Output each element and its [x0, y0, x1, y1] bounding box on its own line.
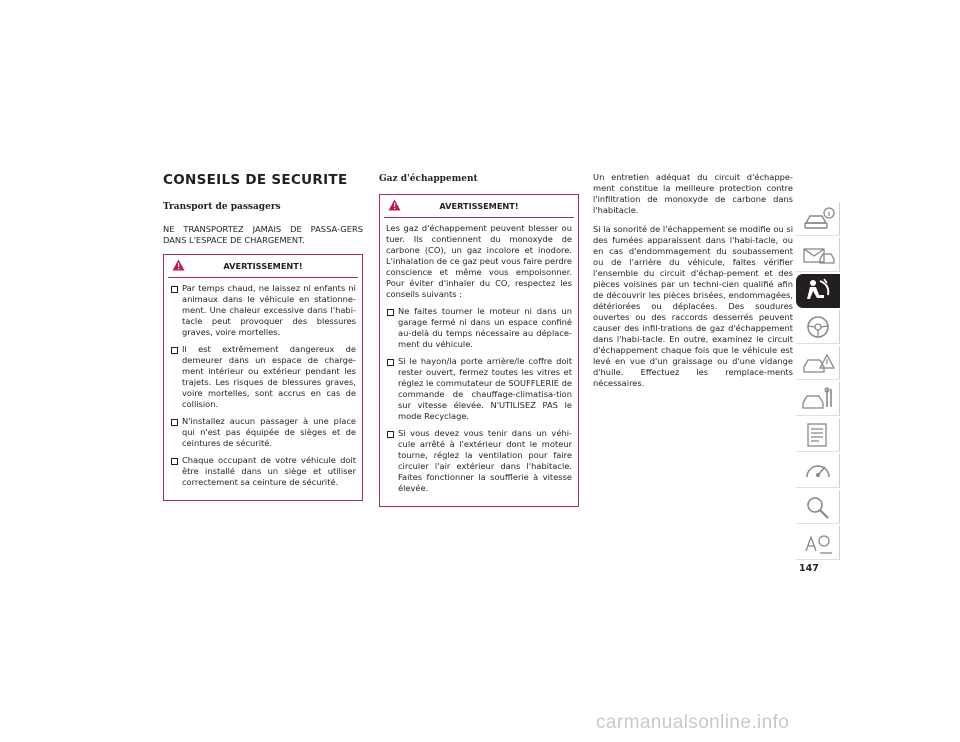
warning-intro: Les gaz d'échappement peuvent blesser ou tuer. Ils contiennent du monoxyde de carbone (CO), un gaz incolore et inodore. L'inhalation de ce gaz peut vous faire perdre conscience et même vous empoisonner. Pour éviter d'inhaler du CO, respectez les conseils suivants :: [386, 223, 572, 299]
bullet-square-icon: [387, 359, 394, 366]
tab-car-envelope[interactable]: [796, 238, 840, 272]
list-item: Chaque occupant de votre véhicule doit être installé dans un siège et utiliser correctement sa ceinture de sécurité.: [170, 455, 356, 488]
tab-steering-wheel[interactable]: [796, 310, 840, 344]
tab-gauge[interactable]: [796, 454, 840, 488]
middle-column: [379, 172, 579, 507]
list-item: Il est extrêmement dangereux de demeurer dans un espace de charge-ment intérieur ou extérieur pendant les trajets. Les risques de blessures graves, voire mortelles, sont accrus en cas de collision.: [170, 344, 356, 410]
warning-title: AVERTISSEMENT!: [439, 201, 519, 211]
warning-header: [168, 255, 358, 278]
language-icon: [800, 529, 836, 557]
warning-list: [170, 283, 356, 488]
car-warning-icon: [800, 349, 836, 377]
bullet-square-icon: [387, 431, 394, 438]
page-number: 147: [799, 563, 819, 574]
car-envelope-icon: [800, 241, 836, 269]
tab-checklist[interactable]: [796, 418, 840, 452]
list-item: Si le hayon/la porte arrière/le coffre doit rester ouvert, fermez toutes les vitres et réglez le commutateur de SOUFFLERIE de commande de chauffage-climatisa-tion sur vitesse élevée. N'UTILISEZ PAS le mode Recyclage.: [386, 356, 572, 422]
tab-search[interactable]: [796, 490, 840, 524]
right-column: [593, 172, 793, 397]
warning-title: AVERTISSEMENT!: [223, 261, 303, 271]
bullet-square-icon: [171, 419, 178, 426]
warning-box-passengers: [163, 254, 363, 501]
tab-airbag-seat[interactable]: [796, 274, 840, 308]
bullet-square-icon: [171, 458, 178, 465]
warning-list: [386, 306, 572, 494]
paragraph: Un entretien adéquat du circuit d'échappe-ment constitue la meilleure protection contre l'infiltration de monoxyde de carbone dans l'habitacle.: [593, 172, 793, 215]
chapter-tabs: [796, 202, 840, 562]
car-tools-icon: [800, 385, 836, 413]
list-item: Par temps chaud, ne laissez ni enfants ni animaux dans le véhicule en stationne-ment. Une chaleur excessive dans l'habi-tacle peut provoquer des blessures graves, voire mortelles.: [170, 283, 356, 338]
list-item: Si vous devez vous tenir dans un véhi-cule arrêté à l'extérieur dont le moteur tourne, réglez la ventilation pour faire circuler l'air extérieur dans l'habitacle. Faites fonctionner la soufflerie à vitesse élevée.: [386, 428, 572, 494]
section-title: CONSEILS DE SECURITE: [163, 172, 348, 188]
tab-car-info[interactable]: [796, 202, 840, 236]
bullet-square-icon: [171, 286, 178, 293]
gauge-icon: [800, 457, 836, 485]
bullet-square-icon: [387, 309, 394, 316]
list-item: Ne faites tourner le moteur ni dans un garage fermé ni dans un espace confiné au-delà du temps nécessaire au déplace-ment du véhicule.: [386, 306, 572, 350]
subtitle-passengers: Transport de passagers: [163, 202, 281, 212]
intro-text: NE TRANSPORTEZ JAMAIS DE PASSA-GERS DANS L'ESPACE DE CHARGEMENT.: [163, 224, 363, 245]
subtitle-exhaust: Gaz d'échappement: [379, 174, 478, 184]
tab-car-warning[interactable]: [796, 346, 840, 380]
steering-wheel-icon: [800, 313, 836, 341]
paragraph: Si la sonorité de l'échappement se modifie ou si des fumées apparaissent dans l'habi-tacle, ou en cas d'endommagement du soubassement ou de l'arrière du véhicule, faites vérifier l'ensemble du circuit d'échap-pement et des pièces voisines par un techni-cien qualifié afin de découvrir les pièces brisées, endommagées, détériorées ou déplacées. Des soudures ouvertes ou des raccords desserrés peuvent causer des infil-trations de gaz d'échappement dans l'habi-tacle. En outre, examinez le circuit d'échappement chaque fois que le véhicule est levé en vue d'un graissage ou d'une vidange d'huile. Effectuez les remplace-ments nécessaires.: [593, 224, 793, 388]
list-item: N'installez aucun passager à une place qui n'est pas équipée de sièges et de ceintures de sécurité.: [170, 416, 356, 449]
tab-language[interactable]: [796, 526, 840, 560]
left-column: [163, 172, 363, 501]
bullet-square-icon: [171, 347, 178, 354]
tab-car-tools[interactable]: [796, 382, 840, 416]
warning-header: [384, 195, 574, 218]
checklist-icon: [800, 421, 836, 449]
car-info-icon: [800, 205, 836, 233]
search-icon: [800, 493, 836, 521]
watermark: carmanualsonline.info: [596, 712, 790, 733]
airbag-seat-icon: [800, 277, 836, 305]
warning-box-exhaust: [379, 194, 579, 507]
